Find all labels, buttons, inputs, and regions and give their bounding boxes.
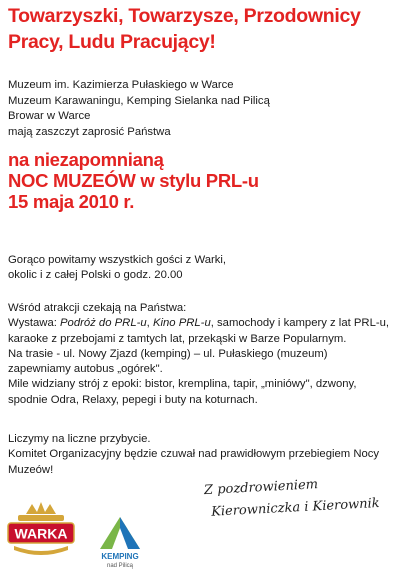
warka-banner — [18, 515, 64, 521]
exhibition-rest: , samochody i kampery z lat PRL-u, — [210, 317, 390, 330]
warka-logo — [6, 500, 76, 560]
crown-icon — [26, 502, 56, 514]
kemping-wordmark: KEMPING — [101, 552, 139, 561]
exhibition-title-1: Podróż do PRL-u — [60, 317, 147, 330]
invitation-phrase: mają zaszczyt zaprosić Państwa — [8, 125, 171, 138]
event-title — [8, 149, 398, 212]
hosts-list — [8, 78, 398, 140]
headline-line-2: Pracy, Ludu Pracujący! — [8, 31, 216, 53]
headline-line-1: Towarzyszki, Towarzysze, Przodownicy — [8, 5, 361, 27]
warka-wordmark: WARKA — [14, 525, 68, 542]
host-caravan-museum: Muzeum Karawaningu, Kemping Sielanka nad Pilicą — [8, 94, 270, 107]
host-brewery: Browar w Warce — [8, 110, 91, 122]
closing — [8, 432, 396, 478]
greeting-line-1: Gorąco powitamy wszystkich gości z Warki, — [8, 254, 227, 266]
signature-line-1: Z pozdrowieniem — [203, 477, 319, 499]
headline — [8, 3, 398, 55]
closing-line-1: Liczymy na liczne przybycie. — [8, 433, 151, 445]
attractions-intro: Wśród atrakcji czekają na Państwa: — [8, 302, 187, 314]
kemping-logo — [90, 514, 150, 569]
greeting-line-2: okolic i z całej Polski o godz. 20.00 — [8, 269, 183, 282]
event-line-2: NOC MUZEÓW w stylu PRL-u — [8, 170, 259, 191]
dress-code-line-2: spodnie Odra, Relaxy, pepegi i buty na koturnach. — [8, 393, 258, 406]
greeting — [8, 253, 396, 284]
route-line: Na trasie - ul. Nowy Zjazd (kemping) – ul. Pułaskiego (muzeum) — [8, 347, 328, 360]
exhibition-title-2: Kino PRL-u — [152, 317, 211, 330]
exhibition-label: Wystawa: — [8, 317, 60, 330]
closing-line-2: Komitet Organizacyjny będzie czuwał nad prawidłowym przebiegiem Nocy — [8, 448, 380, 461]
karaoke-line: karaoke z przebojami z tamtych lat, przekąski w Barze Popularnym. — [8, 332, 347, 345]
host-museum: Muzeum im. Kazimierza Pułaskiego w Warce — [8, 79, 234, 91]
exhibition-separator: , — [146, 317, 153, 330]
signature-line-2: Kierowniczka i Kierownik — [210, 495, 381, 520]
closing-line-3: Muzeów! — [8, 463, 54, 476]
handwritten-signature — [204, 470, 400, 540]
kemping-subtitle: nad Pilicą — [106, 563, 134, 569]
warka-ribbon — [14, 546, 68, 555]
bus-line: zapewniamy autobus „ogórek". — [8, 363, 163, 376]
attractions — [8, 301, 396, 408]
event-line-1: na niezapomnianą — [8, 149, 164, 170]
exhibition-line — [8, 316, 396, 331]
dress-code-line: Mile widziany strój z epoki: bistor, kremplina, tapir, „miniówy", dzwony, — [8, 378, 357, 391]
event-date: 15 maja 2010 r. — [8, 191, 135, 212]
